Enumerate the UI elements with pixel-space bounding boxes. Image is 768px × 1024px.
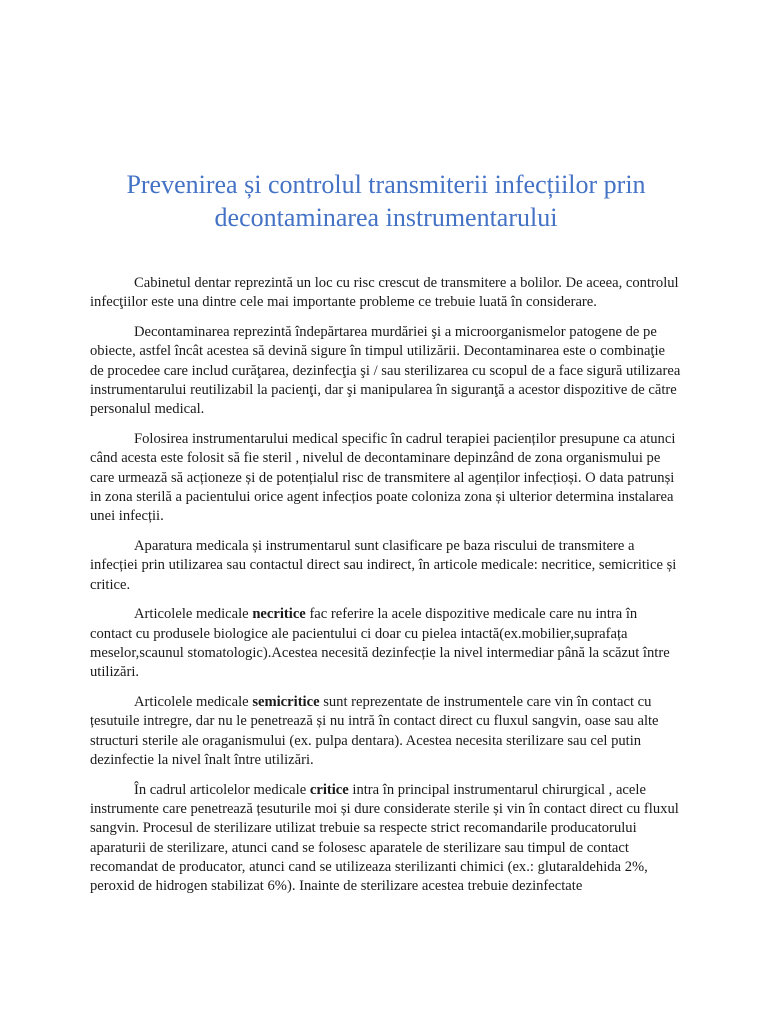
paragraph-noncritical: Articolele medicale necritice fac referire la acele dispozitive medicale care nu intra în contact cu produsele biologice ale pacientului ci doar cu pielea intactă(ex.mobilier,suprafața meselor,scaunul stomatologic).Acestea necesită dezinfecție la nivel intermediar până la scăzut între utilizări. bbox=[90, 606, 670, 681]
paragraph-semicritical: Articolele medicale semicritice sunt reprezentate de instrumentele care vin în contact cu țesutuile intregre, dar nu le penetrează și nu intră în contact direct cu fluxul sangvin, oase sau alte structuri sterile ale oraganismului (ex. pulpa dentara). Acestea necesita sterilizare sau cel putin dezinfectie la nivel înalt între utilizări. bbox=[90, 694, 659, 769]
paragraph-decontamination: Decontaminarea reprezintă îndepărtarea murdăriei şi a microorganismelor patogene de pe obiecte, astfel încât acestea să devină sigure în timpul utilizării. Decontaminarea este o combinaţie de procedee care includ curăţarea, dezinfecţia şi / sau sterilizarea cu scopul de a face sigură utilizarea instrumentarului reutilizabil la pacienţi, dar şi manipularea în siguranţă a acestor dispozitive de către personalul medical. bbox=[90, 324, 681, 418]
paragraph-instruments: Folosirea instrumentarului medical specific în cadrul terapiei pacienților presupune ca atunci când acesta este folosit să fie steril , nivelul de decontaminare depinzând de zona organismului pe care urmează să acționeze și de potențialul risc de transmitere al agenților infecțioși. O data patrunși in zona sterilă a pacientului orice agent infecțios poate coloniza zona și ulterior determina instalarea unei infecții. bbox=[90, 431, 676, 525]
term-critical: critice bbox=[309, 781, 349, 798]
paragraph-classification: Aparatura medicala și instrumentarul sunt clasificare pe baza riscului de transmitere a infecției prin utilizarea sau contactul direct sau indirect, în articole medicale: necritice, semicritice și critice. bbox=[90, 538, 677, 593]
paragraph-intro: Cabinetul dentar reprezintă un loc cu risc crescut de transmitere a bolilor. De aceea, controlul infecţiilor este una dintre cele mai importante probleme ce trebuie luată în considerare. bbox=[90, 275, 679, 311]
term-semicritical: semicritice bbox=[252, 694, 320, 711]
term-noncritical: necritice bbox=[252, 606, 306, 623]
page-title: Prevenirea și controlul transmiterii infecțiilor prin decontaminarea instrumentarului bbox=[126, 170, 646, 232]
paragraph-critical: În cadrul articolelor medicale critice intra în principal instrumentarul chirurgical , acele instrumente care penetrează țesuturile moi și dure considerate sterile și vin în contact direct cu fluxul sangvin. Procesul de sterilizare utilizat trebuie sa respecte strict recomandarile producatorului aparaturii de sterilizare, atunci cand se folosesc aparatele de sterilizare sau timpul de contact recomandat de producator, atunci cand se utilizeaza sterilizanti chimici (ex.: glutaraldehida 2%, peroxid de hidrogen stabilizat 6%). Inainte de sterilizare acestea trebuie dezinfectate bbox=[90, 781, 679, 895]
